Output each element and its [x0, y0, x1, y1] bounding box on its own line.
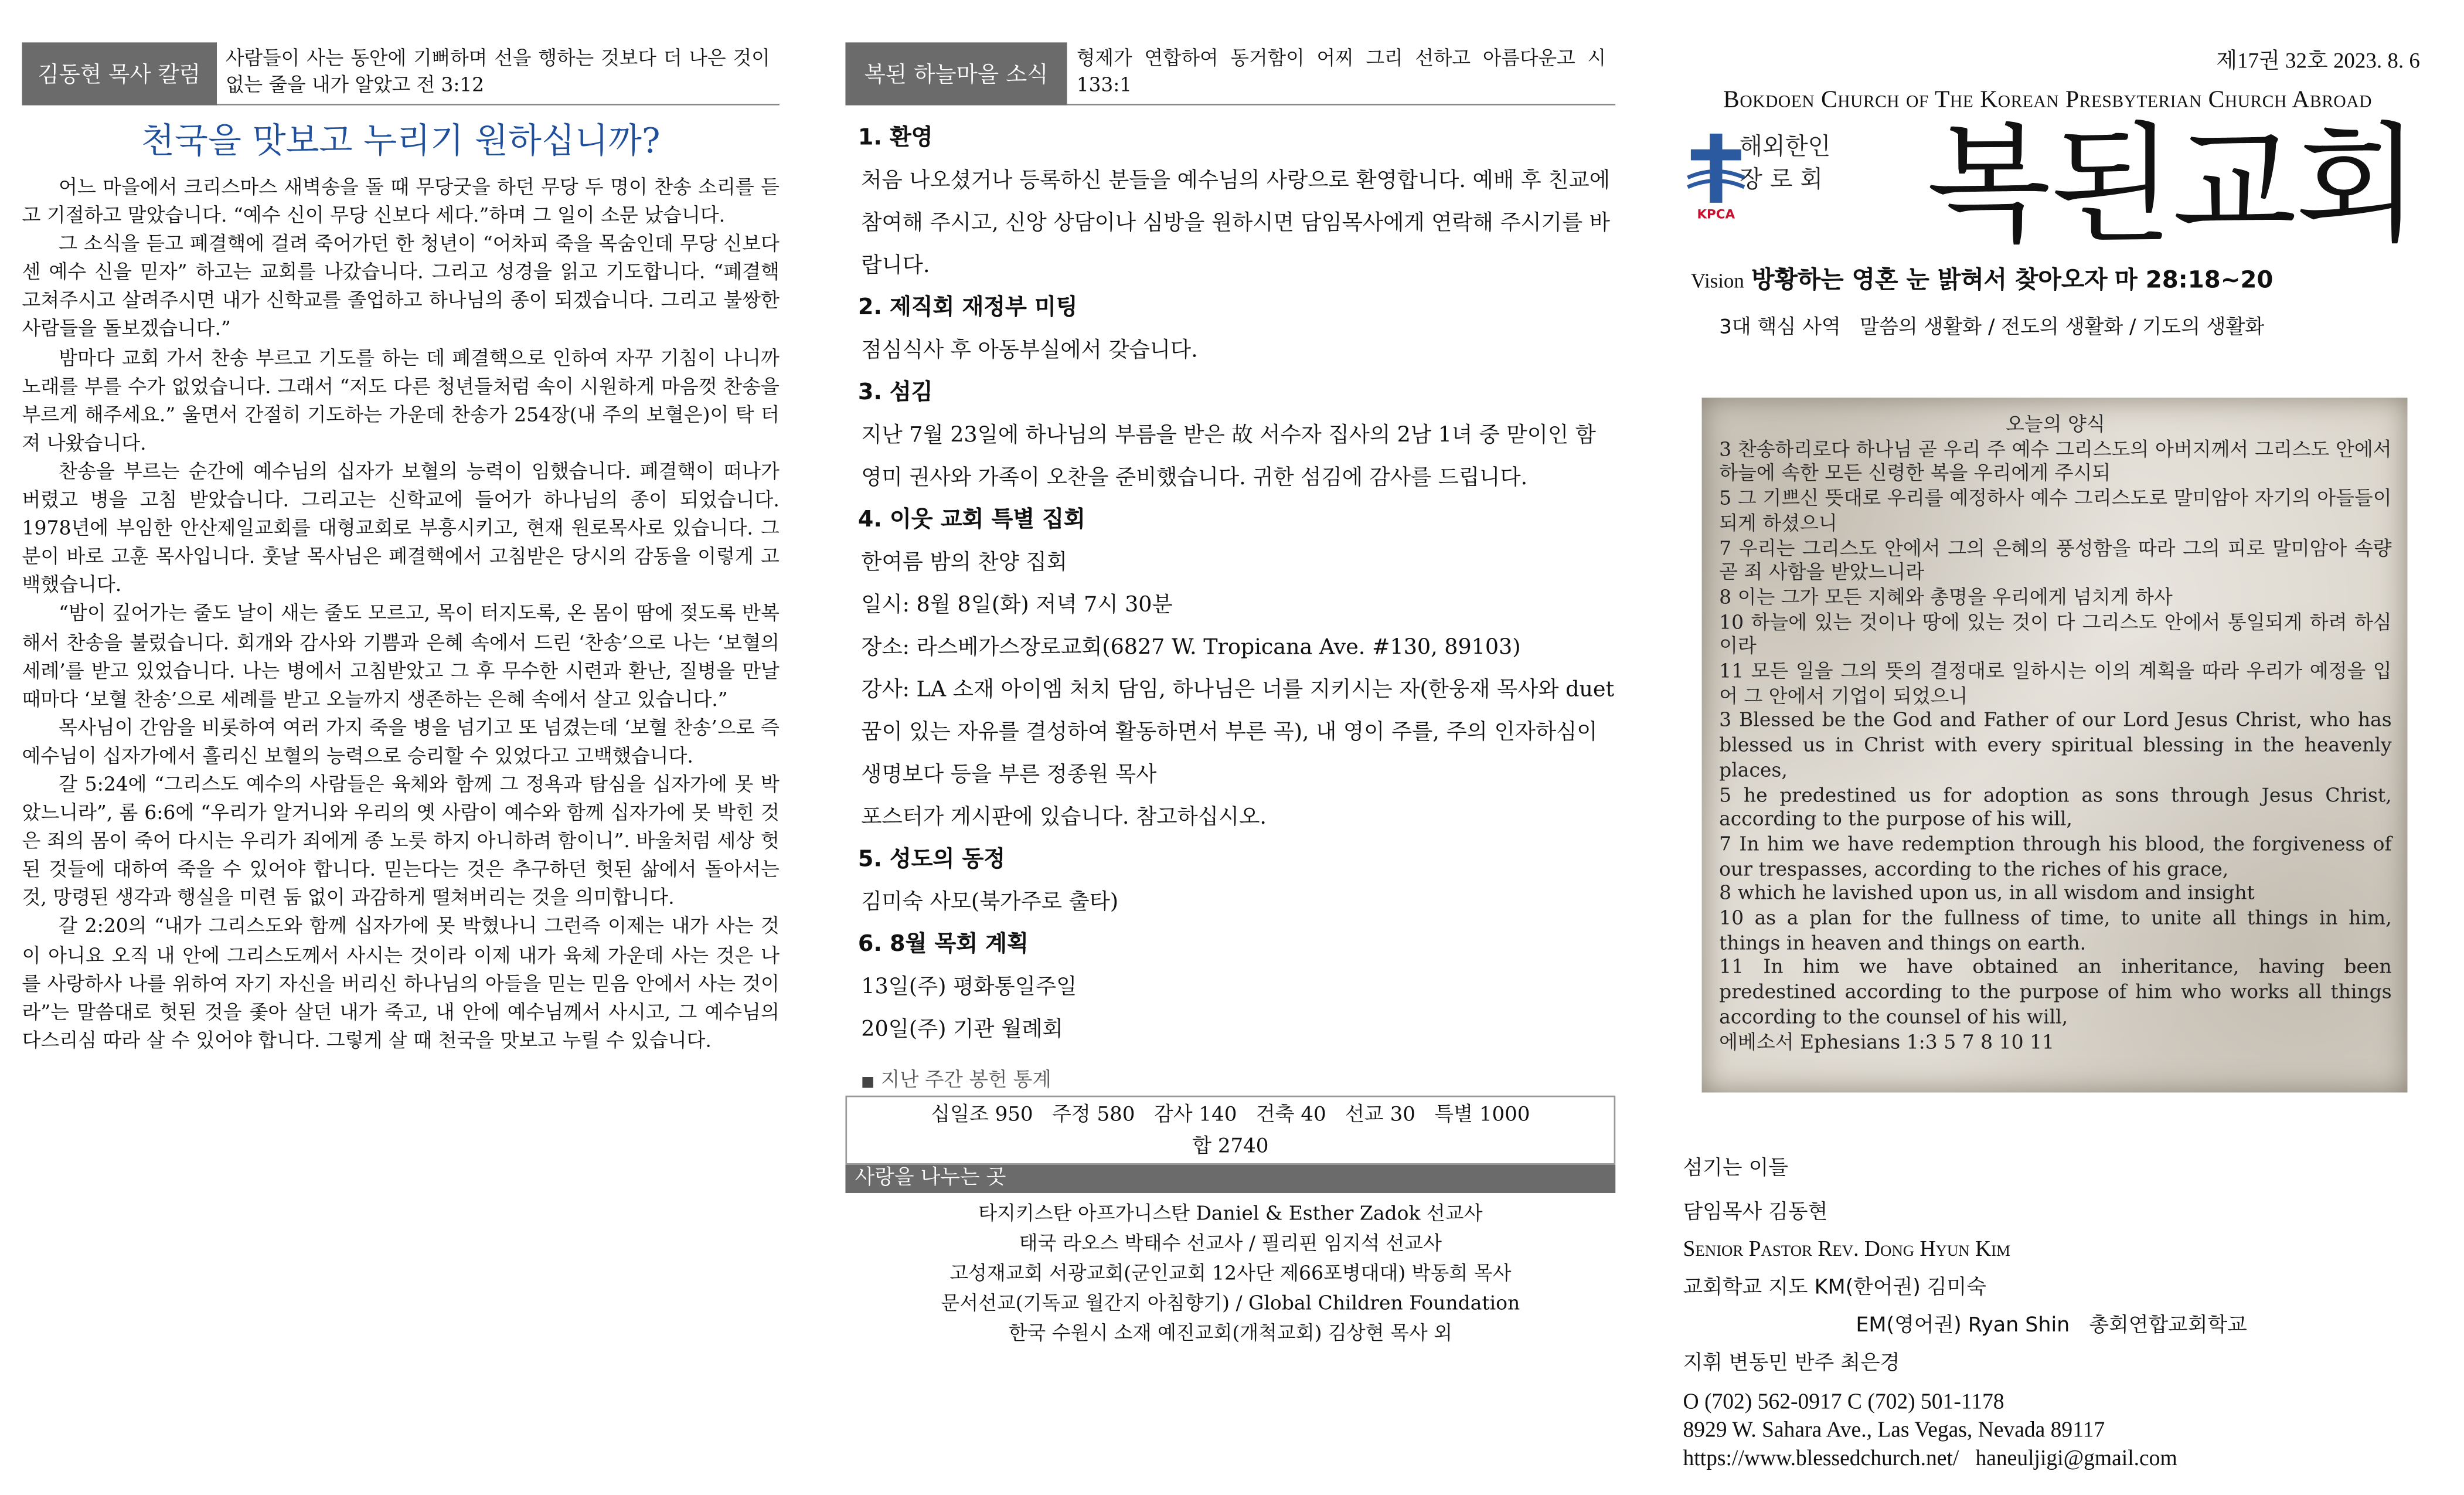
article-paragraph: 밤마다 교회 가서 찬송 부르고 기도를 하는 데 폐결핵으로 인하여 자꾸 기침이 나니까 노래를 부를 수가 없었습니다. 그래서 “저도 다른 청년들처럼 속이 시원하게 마음껏 찬송을 부르게 해주세요.” 울면서 간절히 기도하는 가운데 찬송가 254장(내 주의 보혈은)이 탁 터져 나왔습니다. — [22, 346, 780, 454]
offering-stats-box — [845, 1096, 1615, 1165]
article-paragraph: 어느 마을에서 크리스마스 새벽송을 돌 때 무당굿을 하던 무당 두 명이 찬송 소리를 듣고 기절하고 말았습니다. “예수 신이 무당 신보다 세다.”하며 그 일이 소문 났습니다. — [22, 176, 780, 227]
news-header-label: 복된 하늘마을 소식 — [845, 42, 1067, 105]
reading-verse: 3 Blessed be the God and Father of our Lord Jesus Christ, who has blessed us in Christ with every spiritual blessing in the heavenly places, — [1719, 709, 2392, 782]
news-body: 지난 7월 23일에 하나님의 부름을 받은 故 서수자 집사의 2남 1녀 중 맏이인 함영미 권사와 가족이 오찬을 준비했습니다. 귀한 섬김에 감사를 드립니다. — [861, 423, 1596, 491]
logo-caption: KPCA — [1697, 207, 1735, 222]
column-title: 천국을 맛보고 누리기 원하십니까? — [141, 123, 661, 162]
daily-reading-verses — [1719, 438, 2392, 1055]
column-header-verse: 사람들이 사는 동안에 기뻐하며 선을 행하는 것보다 더 나은 것이 없는 줄을 내가 알았고 전 3:12 — [216, 42, 780, 105]
article-paragraph: “밤이 깊어가는 줄도 날이 새는 줄도 모르고, 목이 터지도록, 온 몸이 땀에 젖도록 반복해서 찬송을 불렀습니다. 회개와 감사와 기쁨과 은혜 속에서 드린 ‘찬송’으로 나는 ‘보혈의 세례’를 받고 있었습니다. 나는 병에서 고침받았고 그 후 무수한 시련과 환난, 질병을 만날 때마다 ‘보혈 찬송’으로 세례를 받고 오늘까지 생존하는 은혜 속에서 살고 있습니다.” — [22, 602, 780, 711]
column-header-label: 김동현 목사 칼럼 — [22, 42, 216, 105]
reading-verse: 3 찬송하리로다 하나님 곧 우리 주 예수 그리스도의 아버지께서 그리스도 안에서 하늘에 속한 모든 신령한 복을 우리에게 주시되 — [1719, 438, 2392, 485]
mission-support-title: 사랑을 나누는 곳 — [845, 1165, 1615, 1193]
senior-pastor-korean: 담임목사 김동현 — [1683, 1201, 1828, 1225]
news-body: 13일(주) 평화통일주일 — [861, 974, 1077, 1000]
daily-reading-box — [1702, 397, 2408, 1092]
logo-subtitle-line: 해외한인 — [1740, 132, 1831, 161]
news-heading-special-meeting: 4. 이웃 교회 특별 집회 — [857, 508, 1085, 533]
news-heading-finance-meeting: 2. 제직회 재정부 미팅 — [857, 295, 1078, 321]
church-address: 8929 W. Sahara Ave., Las Vegas, Nevada 89117 — [1683, 1419, 2105, 1443]
article-paragraph: 갈 5:24에 “그리스도 예수의 사람들은 육체와 함께 그 정욕과 탐심을 십자가에 못 박았느니라”, 롬 6:6에 “우리가 알거니와 우리의 옛 사람이 예수와 함께 십자가에 못 박힌 것은 죄의 몸이 죽어 다시는 우리가 죄에게 종 노릇 하지 아니하려 함이니”. 바울처럼 세상 헛된 것들에 대하여 죽을 수 있어야 합니다. 믿는다는 것은 추구하던 헛된 삶에서 돌아서는 것, 망령된 생각과 행실을 미련 둠 없이 과감하게 떨쳐버리는 것을 의미합니다. — [22, 773, 780, 909]
news-heading-welcome: 1. 환영 — [857, 125, 933, 151]
news-body: 점심식사 후 아동부실에서 갖습니다. — [861, 338, 1198, 363]
mission-support-list — [845, 1200, 1615, 1349]
church-staff-info — [1683, 1151, 2421, 1474]
mission-support-item: 한국 수원시 소재 예진교회(개척교회) 김상현 목사 외 — [1008, 1321, 1453, 1344]
vision-label: Vision — [1690, 269, 1744, 293]
pastor-column — [22, 42, 780, 1054]
church-school-em: EM(영어권) Ryan Shin 총회연합교회학교 — [1856, 1314, 2247, 1338]
news-body: 김미숙 사모(북가주로 출타) — [861, 889, 1119, 915]
column-header — [22, 42, 780, 105]
news-heading-service: 3. 섬김 — [857, 380, 933, 406]
offering-stats-label: 지난 주간 봉헌 통계 — [880, 1067, 1051, 1091]
reading-verse: 11 In him we have obtained an inheritance, having been predestined according to the purpose of him who works all things according to the counsel of his will, — [1719, 956, 2392, 1028]
mission-support-item: 타지키스탄 아프가니스탄 Daniel & Esther Zadok 선교사 — [978, 1202, 1483, 1225]
reading-verse: 11 모든 일을 그의 뜻의 결정대로 일하시는 이의 계획을 따라 우리가 예정을 입어 그 안에서 기업이 되었으니 — [1719, 660, 2392, 707]
offering-stats-line: 십일조 950 주정 580 감사 140 건축 40 선교 30 특별 1000 — [931, 1102, 1530, 1126]
church-school-km: 교회학교 지도 KM(한어권) 김미숙 — [1683, 1276, 1986, 1300]
article-paragraph: 갈 2:20의 “내가 그리스도와 함께 십자가에 못 박혔나니 그런즉 이제는 내가 사는 것이 아니요 오직 내 안에 그리스도께서 사시는 것이라 이제 내가 육체 가운데 사는 것은 나를 사랑하사 나를 위하여 자기 자신을 버리신 하나님의 아들을 믿는 믿음 안에서 사는 것이라”는 말씀대로 헛된 것을 좇아 살던 내가 죽고, 내 안에 예수님께서 사시고, 그 예수님의 다스리심 따라 살 수 있어야 합니다. 그렇게 살 때 천국을 맛보고 누릴 수 있습니다. — [22, 915, 780, 1052]
masthead-logo-row — [1675, 111, 2420, 271]
senior-pastor-english: Senior Pastor Rev. Dong Hyun Kim — [1683, 1238, 2010, 1262]
news-body: 강사: LA 소재 아이엠 처치 담임, 하나님은 너를 지키시는 자(한웅재 목사와 duet 꿈이 있는 자유를 결성하여 활동하면서 부른 곡), 내 영이 주를, 주의 인자하심이 생명보다 등을 부른 정종원 목사 — [861, 677, 1615, 788]
news-body: 20일(주) 기관 월례회 — [861, 1017, 1063, 1042]
news-body: 장소: 라스베가스장로교회(6827 W. Tropicana Ave. #130, 89103) — [861, 635, 1521, 661]
news-body: 일시: 8월 8일(화) 저녁 7시 30분 — [861, 592, 1173, 618]
issue-number: 제17권 32호 2023. 8. 6 — [2216, 49, 2420, 73]
reading-reference: 에베소서 Ephesians 1:3 5 7 8 10 11 — [1719, 1030, 2055, 1053]
vision-text: 방황하는 영혼 눈 밝혀서 찾아오자 — [1751, 266, 2108, 294]
article-paragraph: 목사님이 간암을 비롯하여 여러 가지 죽을 병을 넘기고 또 넘겼는데 ‘보혈 찬송’으로 즉 예수님이 십자가에서 흘리신 보혈의 능력으로 승리할 수 있었다고 고백했습니다. — [22, 716, 780, 767]
news-heading-august-plan: 6. 8월 목회 계획 — [857, 932, 1029, 957]
church-news-column — [845, 42, 1615, 1348]
core-ministries: 3대 핵심 사역 말씀의 생활화 / 전도의 생활화 / 기도의 생활화 — [1719, 314, 2265, 338]
daily-reading-title: 오늘의 양식 — [2006, 413, 2105, 436]
column-article — [22, 173, 780, 1055]
news-body: 한여름 밤의 찬양 집회 — [861, 550, 1067, 576]
news-body: 포스터가 게시판에 있습니다. 참고하십시오. — [861, 804, 1267, 830]
mission-support-item: 고성재교회 서광교회(군인교회 12사단 제66포병대대) 박동희 목사 — [949, 1262, 1512, 1285]
church-name-title: 복된교회 — [1927, 111, 2418, 261]
mission-support-item: 문서선교(기독교 월간지 아침향기) / Global Children Foundation — [941, 1292, 1520, 1314]
reading-verse: 5 그 기쁘신 뜻대로 우리를 예정하사 예수 그리스도로 말미암아 자기의 아들들이 되게 하셨으니 — [1719, 487, 2392, 535]
staff-title: 섬기는 이들 — [1683, 1157, 1788, 1181]
mission-support-item: 태국 라오스 박태수 선교사 / 필리핀 임지석 선교사 — [1019, 1232, 1442, 1255]
news-body: 처음 나오셨거나 등록하신 분들을 예수님의 사랑으로 환영합니다. 예배 후 친교에 참여해 주시고, 신앙 상담이나 심방을 원하시면 담임목사에게 연락해 주시기를 바랍니다. — [861, 168, 1610, 278]
choir-info: 지휘 변동민 반주 최은경 — [1683, 1351, 1900, 1375]
reading-verse: 10 as a plan for the fullness of time, to unite all things in him, things in heaven and things on earth. — [1719, 907, 2392, 954]
reading-verse: 8 이는 그가 모든 지혜와 총명을 우리에게 넘치게 하사 — [1719, 586, 2173, 609]
kpca-cross-logo-icon — [1684, 131, 1747, 222]
church-english-name: Bokdoen Church of The Korean Presbyterian Church Abroad — [1723, 86, 2372, 114]
reading-verse: 7 우리는 그리스도 안에서 그의 은혜의 풍성함을 따라 그의 피로 말미암아 속량 곧 죄 사함을 받았느니라 — [1719, 536, 2392, 584]
vision-reference: 마 28:18~20 — [2114, 266, 2274, 294]
offering-stats-total: 합 2740 — [1192, 1133, 1269, 1157]
phone-numbers: O (702) 562-0917 C (702) 501-1178 — [1683, 1391, 2004, 1415]
news-header-verse: 형제가 연합하여 동거함이 어찌 그리 선하고 아름다운고 시 133:1 — [1067, 42, 1615, 105]
logo-subtitle — [1740, 131, 1830, 197]
reading-verse: 8 which he lavished upon us, in all wisdom and insight — [1719, 882, 2255, 905]
offering-stats-title — [861, 1064, 1615, 1092]
news-header — [845, 42, 1615, 105]
reading-verse: 7 In him we have redemption through his blood, the forgiveness of our trespasses, according to the riches of his grace, — [1719, 833, 2392, 880]
masthead-column — [1675, 42, 2420, 339]
square-bullet-icon: ■ — [861, 1075, 875, 1091]
news-sections — [845, 118, 1615, 1052]
website-email: https://www.blessedchurch.net/ haneuljigi@gmail.com — [1683, 1448, 2177, 1472]
article-paragraph: 그 소식을 듣고 폐결핵에 걸려 죽어가던 한 청년이 “어차피 죽을 목숨인데 무당 신보다 센 예수 신을 믿자” 하고는 교회를 나갔습니다. 그리고 성경을 읽고 기도합니다. “폐결핵 고쳐주시고 살려주시면 내가 신학교를 졸업하고 하나님의 종이 되겠습니다. 그리고 불쌍한 사람들을 돌보겠습니다.” — [22, 233, 780, 341]
reading-verse: 5 he predestined us for adoption as sons through Jesus Christ, according to the purpose of his will, — [1719, 783, 2392, 831]
reading-verse: 10 하늘에 있는 것이나 땅에 있는 것이 다 그리스도 안에서 통일되게 하려 하심이라 — [1719, 610, 2392, 658]
logo-subtitle-line: 장 로 회 — [1740, 165, 1823, 193]
article-paragraph: 찬송을 부르는 순간에 예수님의 십자가 보혈의 능력이 임했습니다. 폐결핵이 떠나가 버렸고 병을 고침 받았습니다. 그리고는 신학교에 들어가 하나님의 종이 되었습니다. 1978년에 부임한 안산제일교회를 대형교회로 부흥시키고, 현재 원로목사로 있습니다. 그분이 바로 고훈 목사입니다. 훗날 목사님은 폐결핵에서 고침받은 당시의 감동을 이렇게 고백했습니다. — [22, 460, 780, 596]
news-heading-members: 5. 성도의 동정 — [857, 847, 1006, 873]
